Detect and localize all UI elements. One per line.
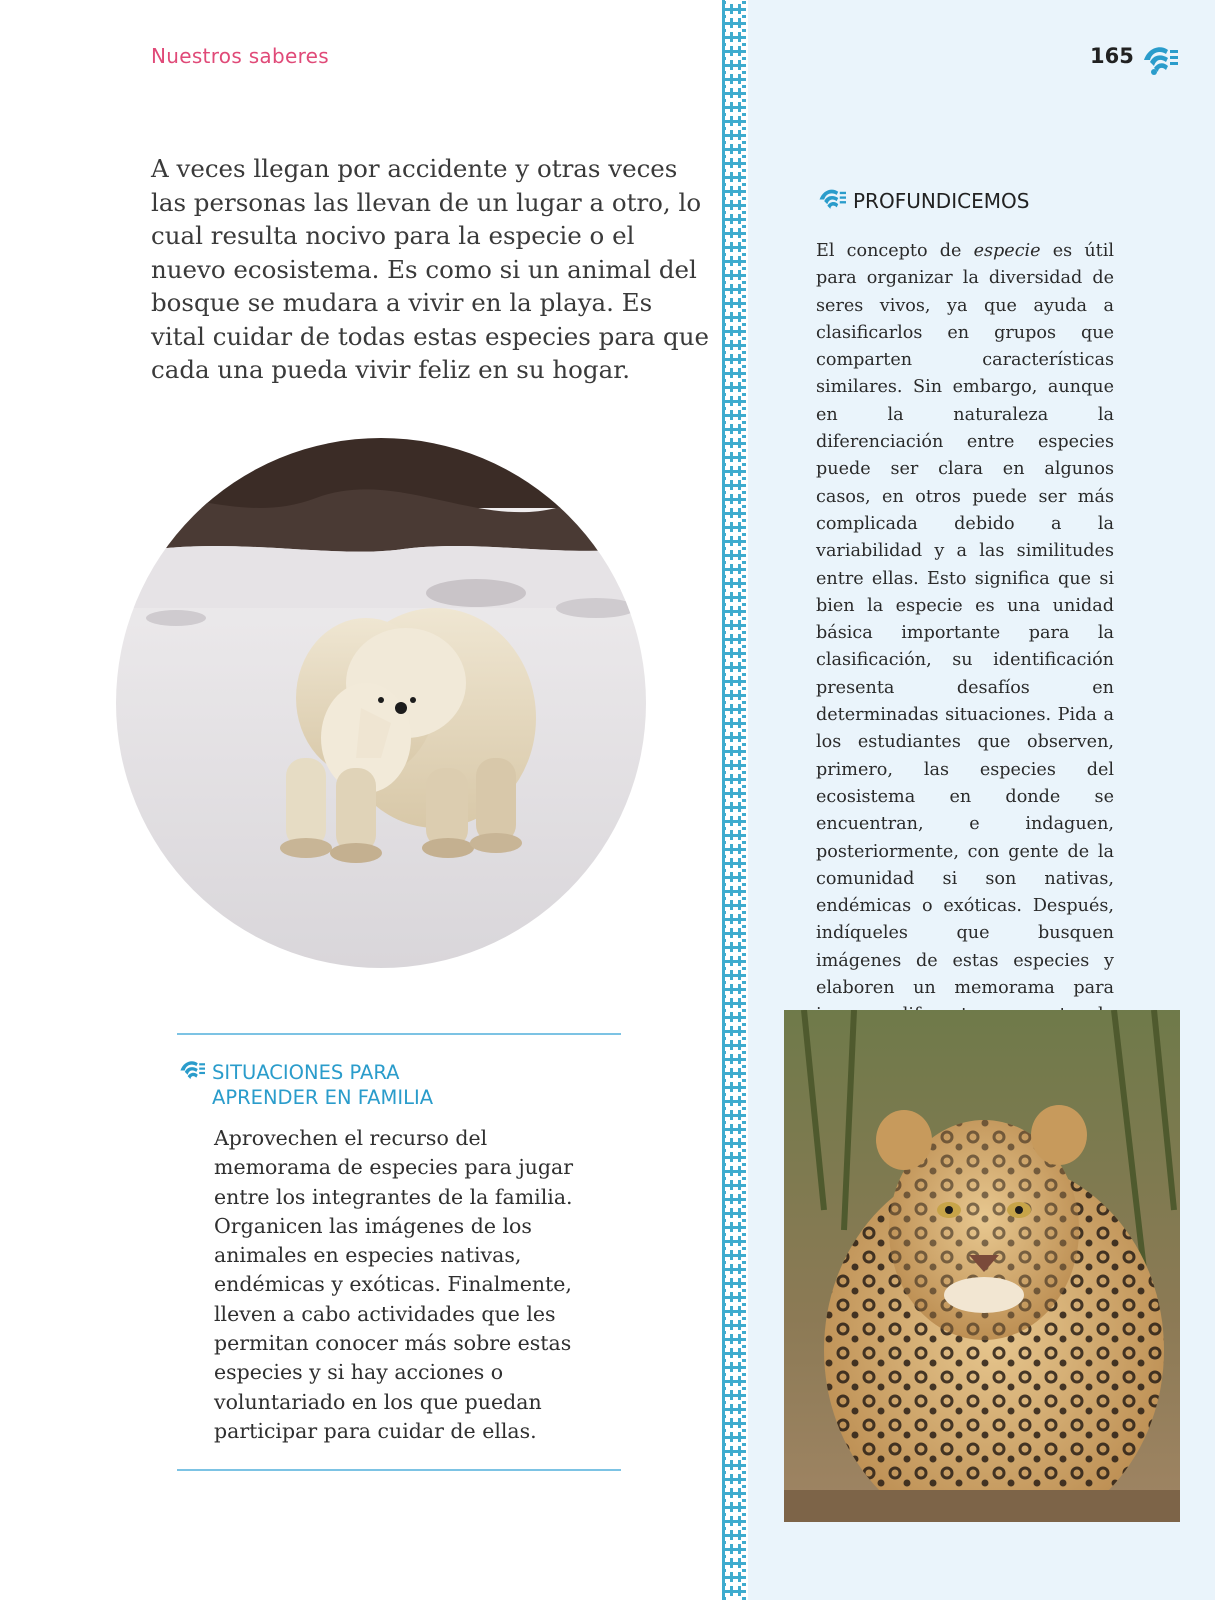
section-divider-top — [177, 1033, 621, 1035]
decorative-border — [722, 0, 746, 1600]
page-number: 165 — [1090, 44, 1134, 68]
profundicemos-text-rest: es útil para organizar la diversidad de seres vivos, ya que ayuda a clasificarlos en grupos que comparten características similares. Sin embargo, aunque en la naturaleza la diferenciación entre especies puede ser clara en algunos casos, en otros puede ser más complicada debido a la variabilidad y a las similitudes entre ellas. Esto significa que si bien la especie es una unidad básica importante para la clasificación, su identificación presenta desafíos en determinadas situaciones. Pida a los estudiantes que observen, primero, las especies del ecosistema en donde se encuentran, e indaguen, posteriormente, con gente de la comunidad si son nativas, endémicas o exóticas. Después, indíqueles que busquen imágenes de estas especies y elaboren un memorama para — [816, 241, 1114, 999]
family-heading-line2: APRENDER EN FAMILIA — [212, 1086, 434, 1109]
jaguar-photo — [784, 1010, 1180, 1522]
profundicemos-text-start: El concepto de — [816, 241, 974, 261]
family-heading-line1: SITUACIONES PARA — [212, 1061, 400, 1084]
family-section-text: Aprovechen el recurso del memorama de especies para jugar entre los integrantes de la familia. Organicen las imágenes de los animales en especies nativas, endémicas y exóticas. Finalmente, lleven a cabo actividades que les permitan conocer más sobre estas especies y si hay acciones o voluntariado en los que puedan participar para cuidar de ellas. — [214, 1126, 574, 1443]
intro-paragraph — [151, 152, 711, 387]
hand-logo-icon — [816, 184, 848, 212]
profundicemos-emphasis: especie — [973, 241, 1041, 261]
hand-logo-icon — [177, 1056, 207, 1082]
section-divider-bottom — [177, 1469, 621, 1471]
section-title: Nuestros saberes — [151, 44, 329, 68]
profundicemos-text — [816, 238, 1114, 1057]
polar-bear-photo — [116, 438, 646, 968]
family-section-heading — [212, 1060, 512, 1110]
profundicemos-heading: PROFUNDICEMOS — [853, 189, 1030, 213]
intro-text: A veces llegan por accidente y otras veces las personas las llevan de un lugar a otro, lo cual resulta nocivo para la especie o el nuevo ecosistema. Es como si un animal del bosque se mudara a vivir en la playa. Es vital cuidar de todas estas especies para que cada una pueda vivir feliz en su hogar. — [151, 154, 710, 384]
hand-logo-icon — [1140, 40, 1180, 76]
